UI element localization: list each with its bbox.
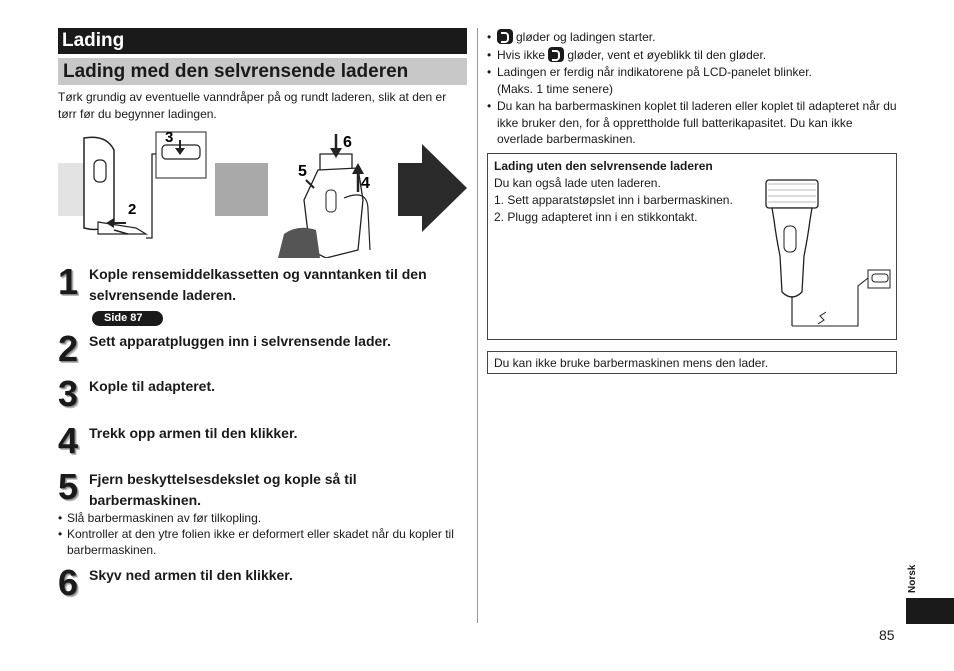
box-line: 2. Plugg adapteret inn i en stikkontakt. [494,210,698,224]
section-header [58,28,467,54]
step-number: 3 [58,373,79,414]
charge-indicator-icon [548,47,564,62]
intro-text: Tørk grundig av eventuelle vanndråper på og rundt laderen, slik at den er tørr før du begynner ladingen. [58,90,447,121]
box-line: 1. Sett apparatstøpslet inn i barbermaskinen. [494,193,733,207]
label-4: 4 [361,175,370,192]
info-box-note: Du kan ikke bruke barbermaskinen mens den lader. [487,351,897,374]
subsection-title: Lading med den selvrensende laderen [63,61,409,82]
step5-notes [58,510,463,558]
label-2: 2 [128,201,137,218]
step-text: Sett apparatpluggen inn i selvrensende lader. [89,333,391,349]
step-text: Fjern beskyttelsesdekslet og kople så til barbermaskinen. [89,471,357,508]
box-line: Du kan også lade uten laderen. [494,176,661,190]
page-number: 85 [879,627,895,643]
panel-left [58,163,84,216]
language-label: Norsk [907,564,918,593]
panel-middle [215,163,268,216]
note-item: • gløder og ladingen starter. [487,29,897,46]
step-text: Kople til adapteret. [89,378,216,394]
step-number: 2 [58,328,79,369]
section-title: Lading [62,30,125,51]
step-number: 4 [58,420,79,461]
page-reference-badge: Side 87 [92,311,163,326]
note-item: • Hvis ikke gløder, vent et øyeblikk til den gløder. [487,47,897,64]
label-5: 5 [298,163,307,180]
step-text: Kople rensemiddelkassetten og vanntanken til den selvrensende laderen. [89,266,427,303]
label-6: 6 [343,134,352,151]
step-number: 1 [58,261,79,302]
shaver-adapter-illustration [758,176,893,336]
charging-illustration [58,130,468,258]
step-number: 6 [58,562,79,603]
charging-notes [487,29,897,149]
note-item: • Kontroller at den ytre folien ikke er deformert eller skadet når du kopler til barbermaskinen. [58,526,463,558]
step-text: Trekk opp armen til den klikker. [89,425,298,441]
note-item: • Du kan ha barbermaskinen koplet til laderen eller koplet til adapteret når du ikke bruker den, for å opprettholde full batterikapasitet. Du kan ikke overlade barbermaskinen. [487,98,897,148]
step-number: 5 [58,466,79,507]
info-box-charging-without-charger [487,153,897,340]
label-3: 3 [165,130,174,146]
note-item: • Ladingen er ferdig når indikatorene på LCD-panelet blinker. (Maks. 1 time senere) [487,64,897,97]
note-item: • Slå barbermaskinen av før tilkopling. [58,510,463,526]
step-text: Skyv ned armen til den klikker. [89,567,293,583]
charger-body [84,137,114,229]
subsection-header [58,58,467,85]
arrow-right-icon [398,144,467,232]
charge-indicator-icon [497,29,513,44]
column-divider [477,28,478,623]
language-tab [906,598,954,624]
box-title: Lading uten den selvrensende laderen [494,159,713,173]
